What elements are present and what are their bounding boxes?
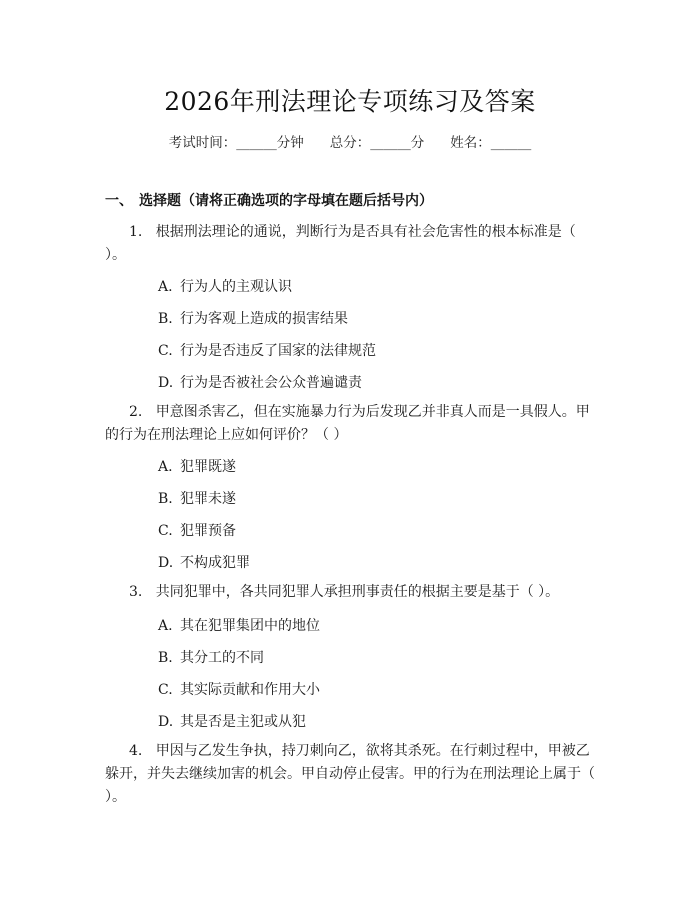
question-2-option-d	[158, 552, 250, 572]
question-3-option-d	[158, 711, 306, 731]
exam-meta	[0, 131, 700, 151]
question-number: 4.	[129, 743, 143, 759]
option-letter: A.	[158, 459, 173, 475]
section-title: 选择题（请将正确选项的字母填在题后括号内）	[139, 193, 433, 209]
exam-time-label: 考试时间：______分钟	[168, 135, 304, 151]
question-1	[105, 221, 595, 267]
option-letter: C.	[158, 682, 173, 698]
total-score-label: 总分：______分	[329, 135, 425, 151]
option-letter: D.	[158, 714, 174, 730]
option-text: 其是否是主犯或从犯	[180, 714, 306, 730]
question-1-option-b	[158, 308, 348, 328]
question-2-option-b	[158, 488, 236, 508]
option-letter: C.	[158, 343, 173, 359]
page-title: 2026年刑法理论专项练习及答案	[164, 87, 536, 116]
question-text: 甲因与乙发生争执，持刀刺向乙，欲将其杀死。在行刺过程中，甲被乙躲开，并失去继续加害的机会。甲自动停止侵害。甲的行为在刑法理论上属于（ ）。	[105, 743, 595, 805]
question-2	[105, 401, 595, 447]
option-text: 犯罪未遂	[180, 491, 236, 507]
question-3-option-a	[158, 615, 320, 635]
question-text: 根据刑法理论的通说，判断行为是否具有社会危害性的根本标准是（ ）。	[105, 224, 576, 263]
option-text: 行为是否被社会公众普遍谴责	[180, 375, 362, 391]
option-text: 行为是否违反了国家的法律规范	[180, 343, 376, 359]
option-text: 行为人的主观认识	[180, 279, 292, 295]
question-2-option-a	[158, 456, 236, 476]
option-text: 犯罪预备	[180, 523, 236, 539]
option-text: 犯罪既遂	[180, 459, 236, 475]
question-1-option-d	[158, 372, 362, 392]
option-letter: C.	[158, 523, 173, 539]
option-letter: B.	[158, 311, 173, 327]
option-letter: D.	[158, 555, 174, 571]
option-text: 不构成犯罪	[180, 555, 250, 571]
question-1-option-c	[158, 340, 376, 360]
question-2-option-c	[158, 520, 236, 540]
name-label: 姓名：______	[450, 135, 532, 151]
question-text: 甲意图杀害乙，但在实施暴力行为后发现乙并非真人而是一具假人。甲的行为在刑法理论上应如何评价？（ ）	[105, 404, 590, 443]
question-3-option-b	[158, 647, 264, 667]
question-4	[105, 740, 595, 809]
option-text: 其在犯罪集团中的地位	[180, 618, 320, 634]
question-1-option-a	[158, 276, 292, 296]
question-text: 共同犯罪中，各共同犯罪人承担刑事责任的根据主要是基于（ ）。	[155, 584, 560, 600]
question-3-option-c	[158, 679, 320, 699]
question-number: 2.	[129, 404, 143, 420]
option-letter: A.	[158, 618, 173, 634]
option-text: 行为客观上造成的损害结果	[180, 311, 348, 327]
option-letter: D.	[158, 375, 174, 391]
question-number: 1.	[129, 224, 143, 240]
question-number: 3.	[129, 584, 143, 600]
section-heading	[105, 190, 433, 210]
question-3	[105, 581, 595, 604]
option-letter: B.	[158, 491, 173, 507]
option-letter: A.	[158, 279, 173, 295]
option-text: 其实际贡献和作用大小	[180, 682, 320, 698]
option-letter: B.	[158, 650, 173, 666]
section-number: 一、	[105, 193, 133, 209]
option-text: 其分工的不同	[180, 650, 264, 666]
